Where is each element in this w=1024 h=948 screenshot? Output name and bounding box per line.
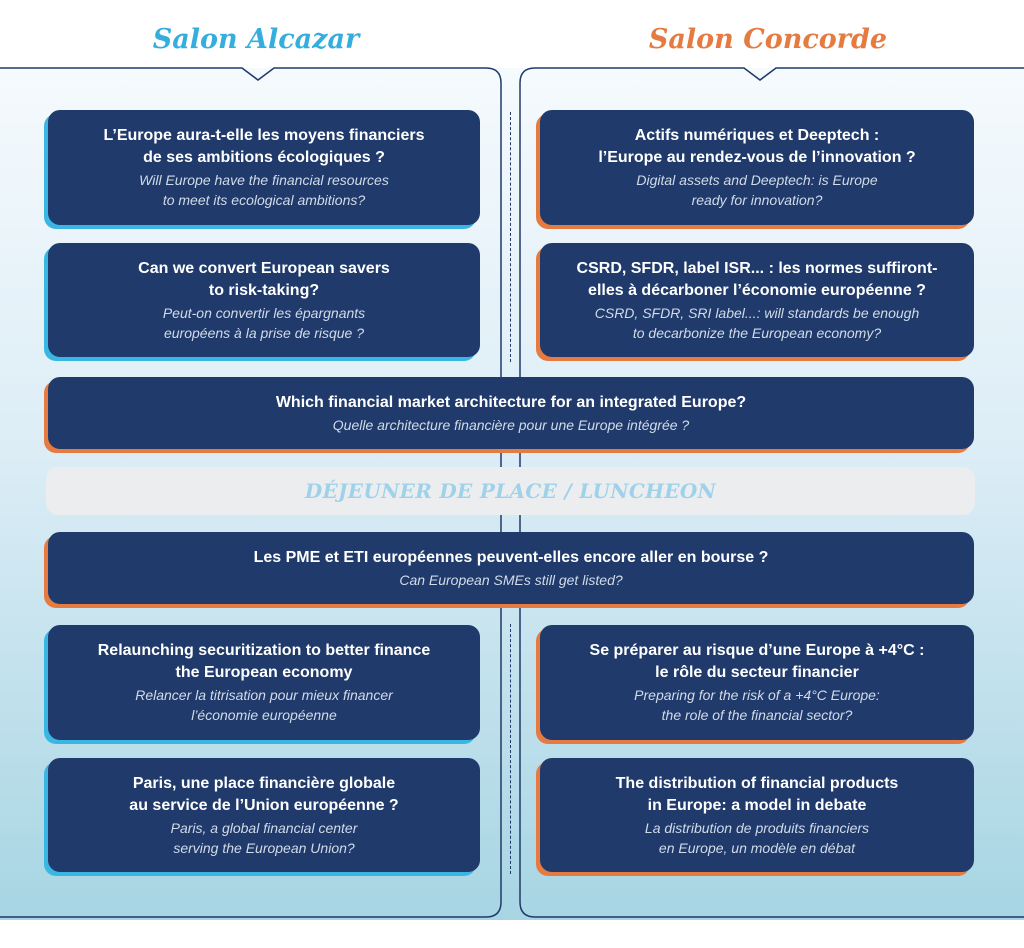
session-card-wide[interactable] <box>48 532 974 604</box>
session-title: The distribution of financial products in Europe: a model in debate <box>615 774 899 814</box>
session-subtitle: Quelle architecture financière pour une Europe intégrée ? <box>332 416 690 433</box>
session-title: Se préparer au risque d’une Europe à +4°C : le rôle du secteur financier <box>589 642 925 681</box>
session-title: Les PME et ETI européennes peuvent-elles encore aller en bourse ? <box>253 548 769 566</box>
session-card-wide[interactable] <box>48 377 974 449</box>
luncheon-banner: DÉJEUNER DE PLACE / LUNCHEON <box>46 467 975 515</box>
session-title: L’Europe aura-t-elle les moyens financiers de ses ambitions écologiques ? <box>103 127 425 166</box>
session-card[interactable] <box>540 625 974 740</box>
session-subtitle: Peut-on convertir les épargnants européens à la prise de risque ? <box>162 304 366 341</box>
session-card[interactable] <box>48 758 480 872</box>
session-title: Paris, une place financière globale au service de l’Union européenne ? <box>129 774 399 814</box>
session-card[interactable] <box>540 243 974 357</box>
session-title: CSRD, SFDR, label ISR... : les normes suffiront- elles à décarboner l’économie européenne ? <box>576 259 938 299</box>
column-divider-bottom <box>510 624 511 874</box>
session-subtitle: CSRD, SFDR, SRI label...: will standards be enough to decarbonize the European economy? <box>594 304 920 341</box>
session-title: Can we convert European savers to risk-taking? <box>138 259 390 299</box>
session-card[interactable] <box>48 110 480 225</box>
session-card[interactable] <box>48 243 480 357</box>
session-title: Which financial market architecture for an integrated Europe? <box>275 393 747 411</box>
session-card[interactable] <box>540 110 974 225</box>
session-subtitle: Paris, a global financial center serving the European Union? <box>170 819 358 856</box>
session-card[interactable] <box>48 625 480 740</box>
session-subtitle: Digital assets and Deeptech: is Europe ready for innovation? <box>636 172 878 208</box>
session-subtitle: Preparing for the risk of a +4°C Europe: the role of the financial sector? <box>634 687 880 723</box>
session-subtitle: Relancer la titrisation pour mieux financer l’économie européenne <box>135 687 393 723</box>
session-subtitle: Can European SMEs still get listed? <box>399 571 623 588</box>
column-divider-top <box>510 112 511 362</box>
session-title: Actifs numériques et Deeptech : l’Europe au rendez-vous de l’innovation ? <box>598 127 916 166</box>
salon-alcazar-header: Salon Alcazar <box>152 24 360 55</box>
session-subtitle: Will Europe have the financial resources to meet its ecological ambitions? <box>139 172 389 208</box>
session-title: Relaunching securitization to better finance the European economy <box>97 642 431 681</box>
session-card[interactable] <box>540 758 974 872</box>
salon-concorde-header: Salon Concorde <box>648 24 888 55</box>
session-subtitle: La distribution de produits financiers en Europe, un modèle en débat <box>644 819 870 856</box>
